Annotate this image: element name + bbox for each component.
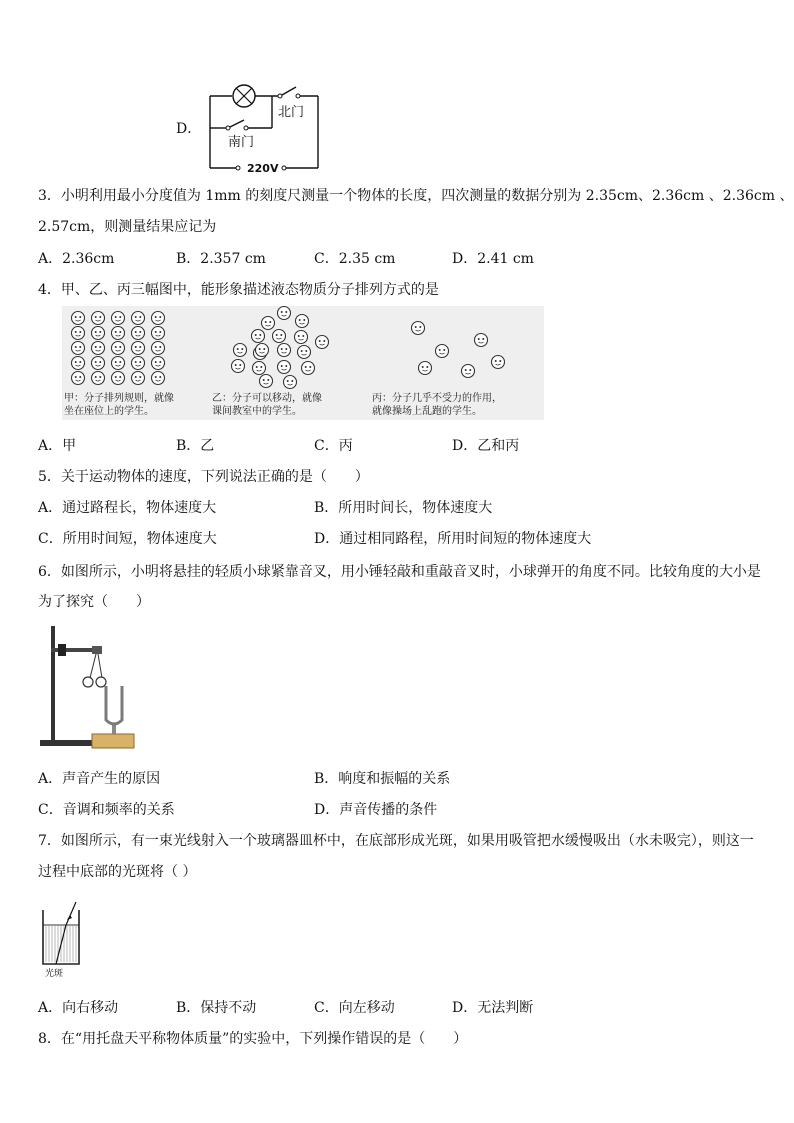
molecule (475, 334, 488, 347)
south-door-label: 南门 (228, 135, 255, 150)
molecule (295, 331, 308, 344)
q2-circuit-diagram (200, 80, 330, 178)
molecule (92, 312, 105, 325)
molecule (492, 356, 505, 369)
q7-stem-line1: 7．如图所示，有一束光线射入一个玻璃器皿杯中，在底部形成光斑，如果用吸管把水缓慢吸出（水未吸完），则这一 (38, 833, 754, 849)
q3-option-c: C．2.35 cm (314, 251, 396, 267)
q6-option-d: D．声音传播的条件 (314, 802, 438, 818)
q4-option-d: D．乙和丙 (452, 438, 520, 454)
molecule (253, 362, 266, 375)
q4-option-b: B．乙 (176, 438, 215, 454)
q6-option-c: C．音调和频率的关系 (38, 802, 175, 818)
q4-caption-jia: 甲：分子排列规则，就像 坐在座位上的学生。 (64, 393, 174, 417)
molecule (152, 327, 165, 340)
q7-option-b: B．保持不动 (176, 1000, 257, 1016)
molecule (112, 342, 125, 355)
molecule (72, 327, 85, 340)
q7-stem-line2: 过程中底部的光斑将（ ） (38, 864, 197, 880)
q3-option-b: B．2.357 cm (176, 251, 266, 267)
molecule (302, 362, 315, 375)
molecule (112, 357, 125, 370)
molecule (112, 312, 125, 325)
q4-caption-bing: 丙：分子几乎不受力的作用， 就像操场上乱跑的学生。 (372, 393, 502, 417)
molecule (72, 372, 85, 385)
molecule (132, 342, 145, 355)
molecule (256, 344, 269, 357)
molecule (298, 346, 311, 359)
voltage-label: 220V (247, 162, 279, 175)
q8-stem: 8．在“用托盘天平称物体质量”的实验中，下列操作错误的是（ ） (38, 1031, 468, 1047)
molecule (112, 327, 125, 340)
molecule (132, 312, 145, 325)
molecule (260, 375, 273, 388)
molecule (262, 317, 275, 330)
molecule (112, 372, 125, 385)
molecule (273, 330, 286, 343)
molecule (252, 330, 265, 343)
q6-stem-line2: 为了探究（ ） (38, 594, 150, 610)
q7-glass-figure (40, 898, 86, 978)
molecule (316, 336, 329, 349)
q5-option-a: A．通过路程长，物体速度大 (38, 500, 217, 516)
q4-option-c: C．丙 (314, 438, 353, 454)
q3-option-d: D．2.41 cm (452, 251, 534, 267)
molecule (152, 312, 165, 325)
q7-option-c: C．向左移动 (314, 1000, 395, 1016)
molecule (152, 357, 165, 370)
q7-option-a: A．向右移动 (38, 1000, 119, 1016)
molecule (72, 312, 85, 325)
molecule (92, 327, 105, 340)
molecule (132, 357, 145, 370)
molecule (92, 372, 105, 385)
molecule (132, 372, 145, 385)
north-door-label: 北门 (278, 105, 305, 120)
molecule (132, 327, 145, 340)
q4-stem: 4．甲、乙、丙三幅图中，能形象描述液态物质分子排列方式的是 (38, 282, 439, 298)
q6-option-a: A．声音产生的原因 (38, 771, 161, 787)
q7-option-d: D．无法判断 (452, 1000, 534, 1016)
molecule (72, 357, 85, 370)
molecule (296, 315, 309, 328)
light-spot-label: 光斑 (45, 969, 64, 978)
molecule (232, 360, 245, 373)
molecule (462, 365, 475, 378)
molecule (278, 344, 291, 357)
molecule (152, 342, 165, 355)
molecule (92, 357, 105, 370)
q5-option-b: B．所用时间长，物体速度大 (314, 500, 493, 516)
molecule (72, 342, 85, 355)
molecule (284, 376, 297, 389)
q3-option-a: A．2.36cm (38, 251, 115, 267)
molecule (92, 342, 105, 355)
molecule (278, 361, 291, 374)
molecule (419, 362, 432, 375)
molecule (152, 372, 165, 385)
q4-option-a: A．甲 (38, 438, 77, 454)
q5-option-c: C．所用时间短，物体速度大 (38, 531, 217, 547)
q5-option-d: D．通过相同路程，所用时间短的物体速度大 (314, 531, 592, 547)
q6-option-b: B．响度和振幅的关系 (314, 771, 451, 787)
molecule (278, 307, 291, 320)
q6-stem-line1: 6．如图所示，小明将悬挂的轻质小球紧靠音叉，用小锤轻敲和重敲音叉时，小球弹开的角度不同。比较角度的大小是 (38, 564, 761, 580)
q2-option-d-label: D． (176, 121, 202, 137)
molecule (436, 345, 449, 358)
molecule (412, 322, 425, 335)
q5-stem: 5．关于运动物体的速度，下列说法正确的是（ ） (38, 469, 369, 485)
q3-stem-line2: 2.57cm，则测量结果应记为 (38, 219, 217, 235)
q4-caption-yi: 乙：分子可以移动，就像 课间教室中的学生。 (212, 393, 322, 417)
q3-stem-line1: 3．小明利用最小分度值为 1mm 的刻度尺测量一个物体的长度，四次测量的数据分别为 2.35cm、2.36cm 、2.36cm 、 (38, 188, 794, 204)
q6-tuning-fork-figure (40, 624, 140, 754)
molecule (234, 344, 247, 357)
